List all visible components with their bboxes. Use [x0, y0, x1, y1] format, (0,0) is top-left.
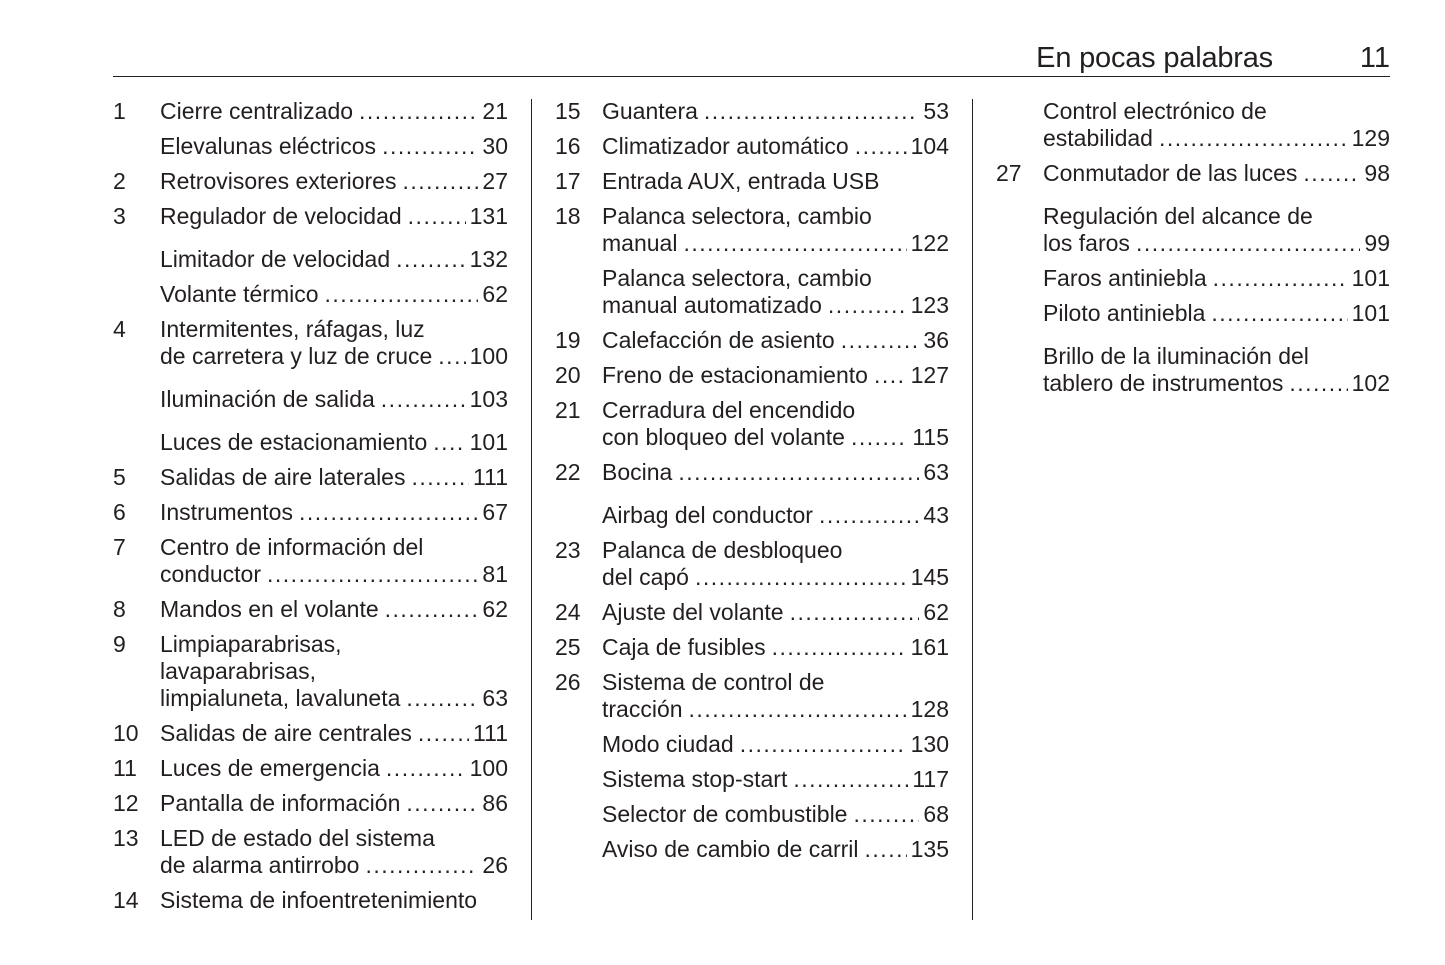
entry-number: 10 [113, 720, 139, 746]
dot-leader [695, 564, 907, 591]
entry-number: 25 [555, 634, 581, 660]
entry-text: estabilidad [1043, 125, 1153, 151]
dot-leader [1289, 370, 1347, 397]
entry-text: Palanca de desbloqueo [602, 537, 843, 563]
entry-number: 9 [113, 631, 126, 657]
entry-page-number: 132 [469, 246, 508, 272]
dot-leader [874, 362, 907, 389]
entry-page-number: 130 [910, 731, 949, 757]
entry-page-number: 127 [910, 362, 949, 388]
entry-text: Palanca selectora, cambio [602, 203, 872, 229]
entry-text: Control electrónico de [1043, 98, 1267, 124]
entry-text: tablero de instrumentos [1043, 370, 1284, 396]
toc-entry [555, 362, 949, 389]
toc-entry [113, 825, 508, 879]
entry-text: Luces de emergencia [160, 755, 380, 781]
toc-entry [555, 801, 949, 828]
entry-number: 2 [113, 168, 126, 194]
entry-number: 22 [555, 459, 581, 485]
entry-text: Instrumentos [160, 499, 293, 525]
entry-page-number: 100 [469, 343, 508, 369]
entry-text: Sistema de infoentretenimiento [160, 887, 478, 913]
entry-page-number: 129 [1351, 125, 1390, 151]
entry-number: 19 [555, 327, 581, 353]
entry-page-number: 122 [910, 230, 949, 256]
toc-entry [555, 98, 949, 125]
dot-leader [267, 561, 478, 588]
dot-leader [396, 246, 465, 273]
entry-text: Retrovisores exteriores [160, 168, 397, 194]
entry-text: Bocina [602, 459, 673, 485]
section-title: En pocas palabras [1036, 42, 1273, 74]
dot-leader [689, 696, 907, 723]
entry-number [555, 731, 602, 758]
entry-text: Volante térmico [160, 281, 319, 307]
toc-entry [996, 343, 1390, 397]
entry-page-number: 145 [910, 564, 949, 590]
entry-page-number: 115 [912, 424, 949, 450]
entry-text: Luces de estacionamiento [160, 429, 428, 455]
entry-text: limpialuneta, lavaluneta [160, 685, 401, 711]
toc-entry [555, 327, 949, 354]
entry-number: 14 [113, 887, 139, 913]
toc-entry [113, 464, 508, 491]
dot-leader [1303, 160, 1360, 187]
entry-number [555, 265, 602, 319]
toc-entry [113, 203, 508, 230]
toc-entry [996, 160, 1390, 187]
column-divider [531, 99, 532, 920]
entry-text: Mandos en el volante [160, 596, 379, 622]
entry-text: conductor [160, 561, 262, 587]
toc-entry [113, 790, 508, 817]
entry-number: 7 [113, 534, 126, 560]
entry-number [996, 343, 1043, 397]
dot-leader [386, 755, 466, 782]
dot-leader [402, 168, 478, 195]
entry-page-number: 27 [482, 168, 508, 194]
entry-page-number: 43 [923, 502, 949, 528]
entry-page-number: 68 [923, 801, 949, 827]
toc-entry [555, 766, 949, 793]
toc-entry [113, 133, 508, 160]
toc-entry [113, 534, 508, 588]
toc-entry [996, 98, 1390, 152]
entry-page-number: 98 [1364, 160, 1390, 186]
toc-entry [555, 459, 949, 486]
entry-text: Sistema stop-start [602, 766, 788, 792]
entry-number [996, 203, 1043, 257]
toc-entry [555, 634, 949, 661]
dot-leader [851, 424, 908, 451]
entry-page-number: 131 [469, 203, 508, 229]
entry-text: Cierre centralizado [160, 98, 354, 124]
entry-text: Entrada AUX, entrada USB [602, 168, 880, 194]
toc-entry [113, 246, 508, 273]
dot-leader [433, 429, 465, 456]
entry-number: 5 [113, 464, 126, 490]
entry-page-number: 111 [473, 464, 508, 490]
entry-text: Iluminación de salida [160, 386, 375, 412]
entry-text: Piloto antiniebla [1043, 300, 1206, 326]
entry-number: 26 [555, 669, 581, 695]
entry-page-number: 36 [923, 327, 949, 353]
dot-leader [853, 801, 919, 828]
entry-text: Airbag del conductor [602, 502, 813, 528]
entry-page-number: 101 [1351, 300, 1390, 326]
entry-page-number: 104 [910, 133, 949, 159]
entry-text: Salidas de aire laterales [160, 464, 406, 490]
entry-number: 12 [113, 790, 139, 816]
entry-number [113, 133, 160, 160]
dot-leader [385, 596, 479, 623]
entry-number [996, 265, 1043, 292]
entry-text: los faros [1043, 230, 1130, 256]
entry-page-number: 62 [482, 281, 508, 307]
toc-entry [555, 203, 949, 257]
dot-leader [678, 459, 919, 486]
entry-page-number: 123 [910, 292, 949, 318]
entry-number: 1 [113, 98, 126, 124]
entry-number: 8 [113, 596, 126, 622]
entry-page-number: 135 [910, 836, 949, 862]
entry-number [555, 836, 602, 863]
entry-page-number: 100 [469, 755, 508, 781]
toc-entry [555, 265, 949, 319]
entry-number [113, 429, 160, 456]
entry-number: 24 [555, 599, 581, 625]
entry-text: Centro de información del [160, 534, 424, 560]
entry-page-number: 62 [482, 596, 508, 622]
toc-entry [555, 537, 949, 591]
column-divider [972, 99, 973, 920]
entry-text: tracción [602, 696, 683, 722]
toc-entry [113, 98, 508, 125]
entry-text: LED de estado del sistema [160, 825, 435, 851]
entry-number: 27 [996, 160, 1022, 186]
toc-entry [113, 281, 508, 308]
dot-leader [793, 766, 908, 793]
entry-text: Calefacción de asiento [602, 327, 835, 353]
entry-text: de alarma antirrobo [160, 852, 360, 878]
dot-leader [1213, 265, 1348, 292]
page-header [113, 40, 1390, 77]
dot-leader [408, 203, 466, 230]
entry-text: con bloqueo del volante [602, 424, 845, 450]
entry-number: 16 [555, 133, 581, 159]
dot-leader [365, 852, 478, 879]
toc-entry [555, 168, 949, 195]
entry-page-number: 111 [473, 720, 508, 746]
toc-entry [555, 669, 949, 723]
dot-leader [418, 720, 469, 747]
entry-number: 18 [555, 203, 581, 229]
entry-page-number: 99 [1364, 230, 1390, 256]
entry-number: 13 [113, 825, 139, 851]
entry-number [555, 766, 602, 793]
page-number: 11 [1359, 42, 1390, 74]
toc-entry [113, 631, 508, 712]
toc-entry [113, 168, 508, 195]
entry-page-number: 161 [910, 634, 949, 660]
dot-leader [772, 634, 907, 661]
entry-number [113, 246, 160, 273]
entry-page-number: 63 [923, 459, 949, 485]
toc-entry [113, 596, 508, 623]
entry-text: Climatizador automático [602, 133, 849, 159]
toc-entry [113, 720, 508, 747]
entry-number [555, 801, 602, 828]
toc-entry [113, 386, 508, 413]
entry-page-number: 101 [1351, 265, 1390, 291]
entry-text: Elevalunas eléctricos [160, 133, 377, 159]
entry-page-number: 86 [482, 790, 508, 816]
entry-text: Limpiaparabrisas, [160, 631, 342, 657]
entry-page-number: 67 [482, 499, 508, 525]
entry-page-number: 53 [923, 98, 949, 124]
dot-leader [325, 281, 479, 308]
entry-number: 23 [555, 537, 581, 563]
entry-page-number: 101 [469, 429, 508, 455]
toc-entry [113, 429, 508, 456]
entry-page-number: 63 [482, 685, 508, 711]
entry-text: Caja de fusibles [602, 634, 766, 660]
entry-text: Salidas de aire centrales [160, 720, 412, 746]
entry-text: lavaparabrisas, [160, 658, 316, 684]
entry-text: Limitador de velocidad [160, 246, 391, 272]
entry-text: Brillo de la iluminación del [1043, 343, 1309, 369]
entry-text: de carretera y luz de cruce [160, 343, 433, 369]
dot-leader [841, 327, 920, 354]
entry-page-number: 102 [1351, 370, 1390, 396]
entry-number: 17 [555, 168, 581, 194]
entry-page-number: 103 [469, 386, 508, 412]
toc-entry [113, 755, 508, 782]
dot-leader [740, 731, 907, 758]
entry-text: Sistema de control de [602, 669, 825, 695]
entry-text: Ajuste del volante [602, 599, 784, 625]
toc-entry [555, 731, 949, 758]
entry-text: Modo ciudad [602, 731, 734, 757]
entry-page-number: 30 [482, 133, 508, 159]
entry-number: 11 [113, 755, 137, 781]
dot-leader [1136, 230, 1360, 257]
entry-number: 15 [555, 98, 581, 124]
entry-number [996, 98, 1043, 152]
dot-leader [683, 230, 906, 257]
dot-leader [828, 292, 907, 319]
entry-number: 20 [555, 362, 581, 388]
entry-text: manual [602, 230, 678, 256]
entry-number: 4 [113, 316, 126, 342]
entry-text: manual automatizado [602, 292, 822, 318]
entry-text: Cerradura del encendido [602, 397, 856, 423]
toc-entry [113, 316, 508, 370]
entry-text: Regulador de velocidad [160, 203, 402, 229]
entry-text: Aviso de cambio de carril [602, 836, 859, 862]
entry-text: Faros antiniebla [1043, 265, 1207, 291]
entry-text: Intermitentes, ráfagas, luz [160, 316, 425, 342]
entry-text: Selector de combustible [602, 801, 848, 827]
dot-leader [704, 98, 920, 125]
toc-entry [555, 133, 949, 160]
entry-text: Freno de estacionamiento [602, 362, 868, 388]
toc-column-2 [555, 98, 949, 863]
entry-number [996, 300, 1043, 327]
dot-leader [359, 98, 478, 125]
entry-page-number: 128 [910, 696, 949, 722]
entry-page-number: 26 [482, 852, 508, 878]
dot-leader [406, 685, 478, 712]
entry-number [113, 281, 160, 308]
dot-leader [865, 836, 907, 863]
entry-number: 6 [113, 499, 126, 525]
entry-number: 3 [113, 203, 126, 229]
toc-entry [996, 265, 1390, 292]
dot-leader [855, 133, 907, 160]
toc-entry [996, 203, 1390, 257]
toc-entry [555, 397, 949, 451]
dot-leader [1211, 300, 1347, 327]
toc-entry [555, 836, 949, 863]
dot-leader [411, 464, 469, 491]
entry-page-number: 117 [912, 766, 949, 792]
dot-leader [382, 133, 478, 160]
toc-entry [113, 499, 508, 526]
entry-text: Pantalla de información [160, 790, 401, 816]
entry-number [555, 502, 602, 529]
entry-page-number: 21 [482, 98, 508, 124]
toc-entry [555, 599, 949, 626]
dot-leader [299, 499, 478, 526]
entry-number: 21 [555, 397, 581, 423]
dot-leader [819, 502, 919, 529]
entry-text: Palanca selectora, cambio [602, 265, 872, 291]
entry-text: Guantera [602, 98, 698, 124]
entry-text: del capó [602, 564, 689, 590]
entry-page-number: 81 [482, 561, 508, 587]
dot-leader [381, 386, 466, 413]
dot-leader [1159, 125, 1348, 152]
entry-number [113, 386, 160, 413]
toc-column-1 [113, 98, 508, 914]
toc-column-3 [996, 98, 1390, 397]
dot-leader [406, 790, 478, 817]
entry-page-number: 62 [923, 599, 949, 625]
toc-entry [996, 300, 1390, 327]
entry-text: Conmutador de las luces [1043, 160, 1298, 186]
toc-entry [113, 887, 508, 914]
entry-text: Regulación del alcance de [1043, 203, 1313, 229]
dot-leader [790, 599, 920, 626]
dot-leader [438, 343, 465, 370]
toc-entry [555, 502, 949, 529]
